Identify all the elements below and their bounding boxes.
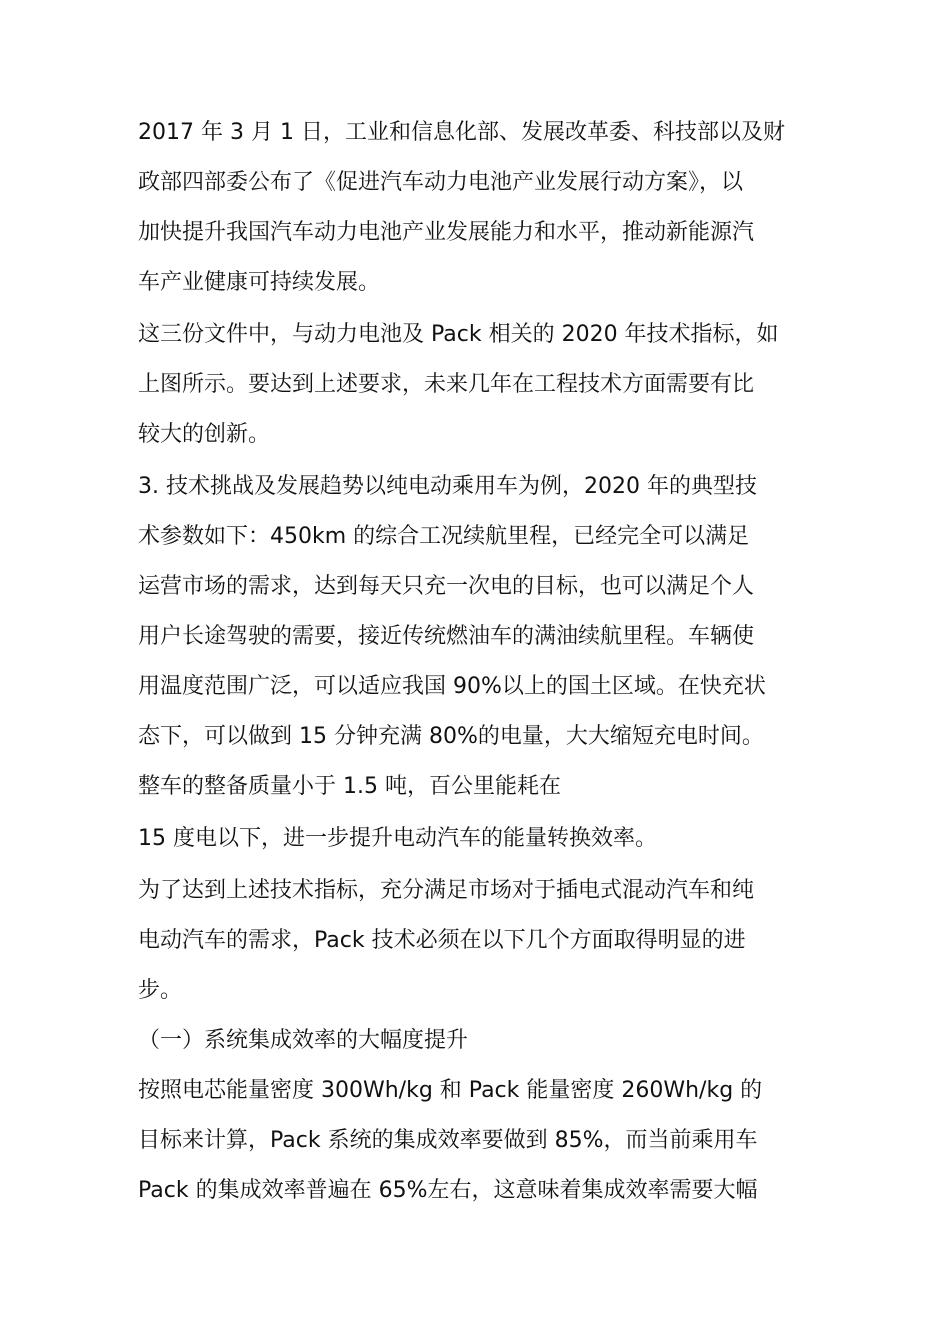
text-line: Pack 的集成效率普遍在 65%左右，这意味着集成效率需要大幅 xyxy=(138,1178,758,1203)
text-line: 上图所示。要达到上述要求，未来几年在工程技术方面需要有比 xyxy=(138,372,755,397)
text-line: 步。 xyxy=(138,978,183,1003)
text-line: 政部四部委公布了《促进汽车动力电池产业发展行动方案》，以 xyxy=(138,170,744,195)
text-line: 用户长途驾驶的需要，接近传统燃油车的满油续航里程。车辆使 xyxy=(138,624,755,649)
text-line: 为了达到上述技术指标，充分满足市场对于插电式混动汽车和纯 xyxy=(138,878,755,903)
text-line: 态下，可以做到 15 分钟充满 80%的电量，大大缩短充电时间。 xyxy=(138,724,764,749)
text-line: 3. 技术挑战及发展趋势以纯电动乘用车为例，2020 年的典型技 xyxy=(138,474,757,499)
text-line: 整车的整备质量小于 1.5 吨，百公里能耗在 xyxy=(138,774,561,799)
text-line: 运营市场的需求，达到每天只充一次电的目标，也可以满足个人 xyxy=(138,574,755,599)
text-line: 目标来计算，Pack 系统的集成效率要做到 85%，而当前乘用车 xyxy=(138,1128,758,1153)
text-line: 较大的创新。 xyxy=(138,422,271,447)
text-line: 这三份文件中，与动力电池及 Pack 相关的 2020 年技术指标，如 xyxy=(138,322,779,347)
text-line: 2017 年 3 月 1 日，工业和信息化部、发展改革委、科技部以及财 xyxy=(138,120,785,145)
text-line: 用温度范围广泛，可以适应我国 90%以上的国土区域。在快充状 xyxy=(138,674,766,699)
section-heading: （一）系统集成效率的大幅度提升 xyxy=(138,1028,469,1053)
text-line: 加快提升我国汽车动力电池产业发展能力和水平，推动新能源汽 xyxy=(138,220,755,245)
text-line: 车产业健康可持续发展。 xyxy=(138,270,381,295)
text-line: 术参数如下：450km 的综合工况续航里程，已经完全可以满足 xyxy=(138,524,750,549)
text-line: 按照电芯能量密度 300Wh/kg 和 Pack 能量密度 260Wh/kg 的 xyxy=(138,1078,763,1103)
text-line: 15 度电以下，进一步提升电动汽车的能量转换效率。 xyxy=(138,826,657,851)
text-line: 电动汽车的需求，Pack 技术必须在以下几个方面取得明显的进 xyxy=(138,928,746,953)
